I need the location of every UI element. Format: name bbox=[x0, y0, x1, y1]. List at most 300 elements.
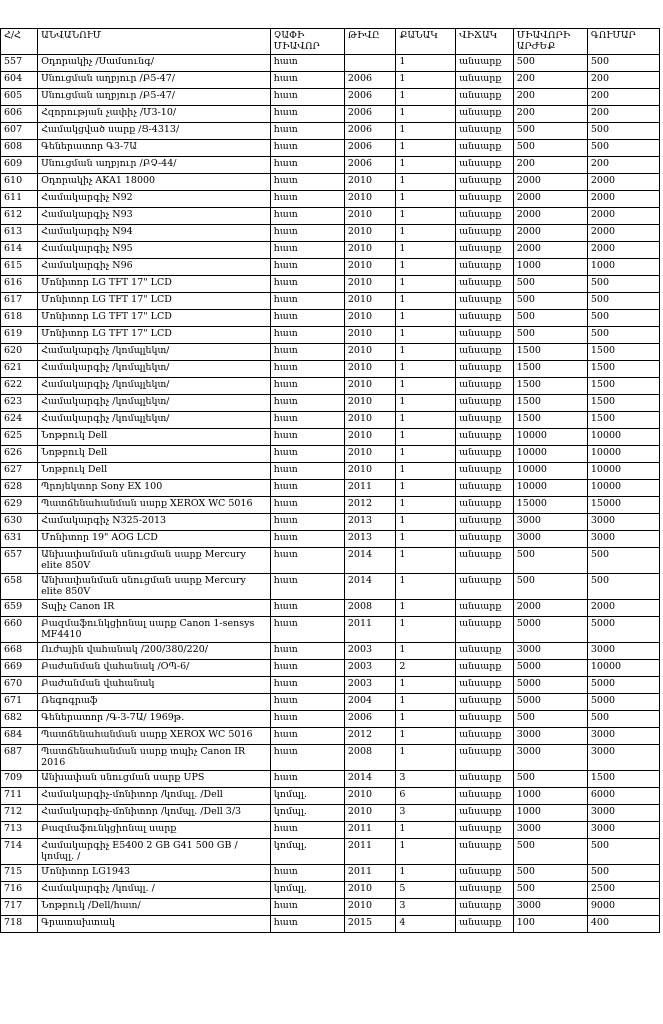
cell-unit: հատ bbox=[270, 865, 344, 882]
cell-name: Համակարգիչ N94 bbox=[38, 225, 271, 242]
cell-unit-price: 1500 bbox=[513, 378, 587, 395]
cell-unit: հատ bbox=[270, 276, 344, 293]
table-row bbox=[1, 412, 660, 429]
cell-condition: անսարք bbox=[456, 916, 514, 933]
cell-unit-price: 500 bbox=[513, 711, 587, 728]
cell-condition: անսարք bbox=[456, 531, 514, 548]
cell-unit-price: 5000 bbox=[513, 617, 587, 643]
cell-total: 2000 bbox=[587, 191, 659, 208]
cell-unit-price: 500 bbox=[513, 865, 587, 882]
cell-unit-price: 1000 bbox=[513, 259, 587, 276]
cell-name: Նոթբուկ Dell bbox=[38, 446, 271, 463]
table-row bbox=[1, 429, 660, 446]
cell-condition: անսարք bbox=[456, 259, 514, 276]
cell-unit: հատ bbox=[270, 574, 344, 600]
cell-unit-price: 10000 bbox=[513, 463, 587, 480]
cell-number: 613 bbox=[1, 225, 38, 242]
cell-year: 2010 bbox=[344, 225, 395, 242]
table-row bbox=[1, 276, 660, 293]
table-row bbox=[1, 106, 660, 123]
cell-unit: հատ bbox=[270, 242, 344, 259]
cell-year: 2010 bbox=[344, 293, 395, 310]
cell-unit-price: 500 bbox=[513, 574, 587, 600]
table-row bbox=[1, 916, 660, 933]
cell-total: 500 bbox=[587, 865, 659, 882]
cell-name: Համակարգիչ /կոմպլեկտ/ bbox=[38, 412, 271, 429]
cell-total: 3000 bbox=[587, 822, 659, 839]
table-row bbox=[1, 208, 660, 225]
cell-quantity: 1 bbox=[396, 514, 456, 531]
cell-unit-price: 3000 bbox=[513, 745, 587, 771]
cell-unit-price: 500 bbox=[513, 882, 587, 899]
cell-number: 626 bbox=[1, 446, 38, 463]
cell-unit: հատ bbox=[270, 293, 344, 310]
cell-unit: հատ bbox=[270, 55, 344, 72]
cell-number: 687 bbox=[1, 745, 38, 771]
cell-number: 716 bbox=[1, 882, 38, 899]
cell-unit-price: 500 bbox=[513, 123, 587, 140]
cell-unit-price: 1500 bbox=[513, 344, 587, 361]
cell-year: 2013 bbox=[344, 531, 395, 548]
cell-unit-price: 2000 bbox=[513, 174, 587, 191]
cell-unit: հատ bbox=[270, 617, 344, 643]
table-row bbox=[1, 677, 660, 694]
table-row bbox=[1, 174, 660, 191]
table-row bbox=[1, 600, 660, 617]
cell-total: 10000 bbox=[587, 446, 659, 463]
cell-year: 2011 bbox=[344, 822, 395, 839]
cell-unit-price: 500 bbox=[513, 276, 587, 293]
table-row bbox=[1, 55, 660, 72]
cell-unit-price: 3000 bbox=[513, 728, 587, 745]
cell-unit: հատ bbox=[270, 728, 344, 745]
cell-total: 500 bbox=[587, 711, 659, 728]
cell-name: Նոթբուկ Dell bbox=[38, 463, 271, 480]
cell-condition: անսարք bbox=[456, 242, 514, 259]
cell-unit: հատ bbox=[270, 531, 344, 548]
table-row bbox=[1, 293, 660, 310]
cell-unit-price: 3000 bbox=[513, 531, 587, 548]
cell-number: 712 bbox=[1, 805, 38, 822]
cell-total: 2000 bbox=[587, 600, 659, 617]
cell-quantity: 1 bbox=[396, 531, 456, 548]
table-row bbox=[1, 531, 660, 548]
cell-condition: անսարք bbox=[456, 446, 514, 463]
cell-condition: անսարք bbox=[456, 463, 514, 480]
cell-name: Պրոյեկտոր Sony EX 100 bbox=[38, 480, 271, 497]
cell-quantity: 1 bbox=[396, 310, 456, 327]
cell-year bbox=[344, 55, 395, 72]
cell-unit: հատ bbox=[270, 429, 344, 446]
cell-quantity: 3 bbox=[396, 805, 456, 822]
cell-year: 2010 bbox=[344, 174, 395, 191]
cell-year: 2008 bbox=[344, 600, 395, 617]
cell-total: 1500 bbox=[587, 395, 659, 412]
cell-year: 2011 bbox=[344, 839, 395, 865]
cell-unit-price: 1000 bbox=[513, 788, 587, 805]
cell-name: Համակարգիչ N93 bbox=[38, 208, 271, 225]
cell-condition: անսարք bbox=[456, 677, 514, 694]
table-row bbox=[1, 745, 660, 771]
cell-number: 612 bbox=[1, 208, 38, 225]
cell-unit: հատ bbox=[270, 600, 344, 617]
cell-quantity: 1 bbox=[396, 72, 456, 89]
cell-unit: կոմպլ. bbox=[270, 882, 344, 899]
cell-number: 627 bbox=[1, 463, 38, 480]
cell-number: 630 bbox=[1, 514, 38, 531]
cell-number: 660 bbox=[1, 617, 38, 643]
cell-name: Անխափանման սնուցման սարք Mercury elite 850V bbox=[38, 574, 271, 600]
cell-quantity: 3 bbox=[396, 899, 456, 916]
cell-name: Օդորակիչ AKA1 18000 bbox=[38, 174, 271, 191]
cell-unit: հատ bbox=[270, 677, 344, 694]
cell-name: Պատճենահանման սարք XEROX WC 5016 bbox=[38, 497, 271, 514]
cell-quantity: 1 bbox=[396, 745, 456, 771]
cell-quantity: 1 bbox=[396, 395, 456, 412]
cell-unit-price: 2000 bbox=[513, 208, 587, 225]
cell-total: 2000 bbox=[587, 174, 659, 191]
cell-unit-price: 500 bbox=[513, 548, 587, 574]
cell-unit-price: 3000 bbox=[513, 899, 587, 916]
cell-year: 2006 bbox=[344, 140, 395, 157]
cell-year: 2011 bbox=[344, 865, 395, 882]
cell-quantity: 1 bbox=[396, 497, 456, 514]
cell-number: 609 bbox=[1, 157, 38, 174]
cell-number: 657 bbox=[1, 548, 38, 574]
cell-year: 2010 bbox=[344, 310, 395, 327]
cell-number: 604 bbox=[1, 72, 38, 89]
cell-name: Մոնիտոր LG TFT 17" LCD bbox=[38, 310, 271, 327]
cell-quantity: 1 bbox=[396, 412, 456, 429]
cell-quantity: 1 bbox=[396, 344, 456, 361]
cell-quantity: 1 bbox=[396, 865, 456, 882]
cell-quantity: 2 bbox=[396, 660, 456, 677]
cell-unit-price: 10000 bbox=[513, 446, 587, 463]
cell-total: 2000 bbox=[587, 208, 659, 225]
cell-name: Համակարգիչ /կոմպլեկտ/ bbox=[38, 344, 271, 361]
table-row bbox=[1, 378, 660, 395]
cell-quantity: 1 bbox=[396, 225, 456, 242]
cell-year: 2006 bbox=[344, 711, 395, 728]
table-row bbox=[1, 344, 660, 361]
cell-unit: հատ bbox=[270, 514, 344, 531]
cell-total: 500 bbox=[587, 276, 659, 293]
cell-unit-price: 2000 bbox=[513, 242, 587, 259]
cell-year: 2011 bbox=[344, 617, 395, 643]
cell-name: Համակարգիչ E5400 2 GB G41 500 GB /կոմպլ. / bbox=[38, 839, 271, 865]
cell-condition: անսարք bbox=[456, 191, 514, 208]
cell-total: 200 bbox=[587, 106, 659, 123]
cell-unit: հատ bbox=[270, 480, 344, 497]
cell-quantity: 1 bbox=[396, 728, 456, 745]
cell-quantity: 1 bbox=[396, 480, 456, 497]
cell-condition: անսարք bbox=[456, 344, 514, 361]
cell-condition: անսարք bbox=[456, 839, 514, 865]
table-row bbox=[1, 694, 660, 711]
cell-number: 713 bbox=[1, 822, 38, 839]
cell-name: Պատճենահանման սարք XEROX WC 5016 bbox=[38, 728, 271, 745]
cell-unit-price: 200 bbox=[513, 106, 587, 123]
cell-number: 623 bbox=[1, 395, 38, 412]
cell-total: 500 bbox=[587, 310, 659, 327]
cell-total: 1500 bbox=[587, 378, 659, 395]
cell-unit: հատ bbox=[270, 771, 344, 788]
cell-quantity: 1 bbox=[396, 617, 456, 643]
cell-year: 2013 bbox=[344, 514, 395, 531]
cell-number: 621 bbox=[1, 361, 38, 378]
cell-year: 2010 bbox=[344, 899, 395, 916]
cell-name: Համակցված սարք /Ց-4313/ bbox=[38, 123, 271, 140]
cell-total: 3000 bbox=[587, 745, 659, 771]
cell-unit: հատ bbox=[270, 745, 344, 771]
cell-year: 2012 bbox=[344, 497, 395, 514]
cell-total: 500 bbox=[587, 140, 659, 157]
cell-year: 2003 bbox=[344, 643, 395, 660]
cell-unit: հատ bbox=[270, 208, 344, 225]
cell-year: 2010 bbox=[344, 395, 395, 412]
cell-unit: հատ bbox=[270, 463, 344, 480]
cell-unit: հատ bbox=[270, 446, 344, 463]
table-row bbox=[1, 882, 660, 899]
cell-condition: անսարք bbox=[456, 293, 514, 310]
cell-condition: անսարք bbox=[456, 728, 514, 745]
cell-number: 715 bbox=[1, 865, 38, 882]
cell-unit-price: 1500 bbox=[513, 361, 587, 378]
cell-condition: անսարք bbox=[456, 600, 514, 617]
cell-unit: հատ bbox=[270, 361, 344, 378]
cell-quantity: 1 bbox=[396, 378, 456, 395]
cell-total: 2500 bbox=[587, 882, 659, 899]
cell-number: 714 bbox=[1, 839, 38, 865]
cell-total: 5000 bbox=[587, 617, 659, 643]
cell-year: 2006 bbox=[344, 89, 395, 106]
cell-total: 6000 bbox=[587, 788, 659, 805]
cell-unit: հատ bbox=[270, 259, 344, 276]
cell-name: Համակարգիչ /կոմպլ. / bbox=[38, 882, 271, 899]
cell-year: 2003 bbox=[344, 660, 395, 677]
cell-number: 622 bbox=[1, 378, 38, 395]
table-row bbox=[1, 140, 660, 157]
cell-condition: անսարք bbox=[456, 378, 514, 395]
header-year: ԹԻՎԸ bbox=[344, 29, 395, 55]
cell-quantity: 5 bbox=[396, 882, 456, 899]
cell-unit: հատ bbox=[270, 106, 344, 123]
cell-unit-price: 5000 bbox=[513, 677, 587, 694]
table-row bbox=[1, 548, 660, 574]
cell-number: 606 bbox=[1, 106, 38, 123]
table-row bbox=[1, 788, 660, 805]
cell-name: Պատճենահանման սարք տպիչ Canon IR 2016 bbox=[38, 745, 271, 771]
cell-unit: հատ bbox=[270, 694, 344, 711]
cell-name: Մոնիտոր LG TFT 17" LCD bbox=[38, 293, 271, 310]
cell-total: 15000 bbox=[587, 497, 659, 514]
cell-year: 2006 bbox=[344, 123, 395, 140]
cell-quantity: 1 bbox=[396, 55, 456, 72]
cell-total: 200 bbox=[587, 89, 659, 106]
cell-unit: կոմպլ. bbox=[270, 805, 344, 822]
cell-number: 717 bbox=[1, 899, 38, 916]
cell-name: Համակարգիչ N92 bbox=[38, 191, 271, 208]
table-row bbox=[1, 711, 660, 728]
cell-condition: անսարք bbox=[456, 694, 514, 711]
cell-number: 625 bbox=[1, 429, 38, 446]
cell-unit: հատ bbox=[270, 123, 344, 140]
header-number: Հ/Հ bbox=[1, 29, 38, 55]
cell-total: 200 bbox=[587, 157, 659, 174]
table-row bbox=[1, 72, 660, 89]
cell-condition: անսարք bbox=[456, 123, 514, 140]
cell-year: 2010 bbox=[344, 378, 395, 395]
cell-quantity: 1 bbox=[396, 293, 456, 310]
cell-quantity: 1 bbox=[396, 548, 456, 574]
cell-unit-price: 500 bbox=[513, 771, 587, 788]
cell-name: Համակարգիչ-մոնիտոր /կոմպլ. /Dell 3/3 bbox=[38, 805, 271, 822]
cell-quantity: 1 bbox=[396, 242, 456, 259]
cell-name: Նոթբուկ Dell bbox=[38, 429, 271, 446]
cell-condition: անսարք bbox=[456, 771, 514, 788]
cell-year: 2011 bbox=[344, 480, 395, 497]
cell-condition: անսարք bbox=[456, 574, 514, 600]
cell-unit: կոմպլ. bbox=[270, 839, 344, 865]
cell-total: 9000 bbox=[587, 899, 659, 916]
cell-number: 628 bbox=[1, 480, 38, 497]
cell-year: 2010 bbox=[344, 788, 395, 805]
cell-year: 2010 bbox=[344, 361, 395, 378]
cell-name: Գրատախտակ bbox=[38, 916, 271, 933]
cell-number: 616 bbox=[1, 276, 38, 293]
table-row bbox=[1, 805, 660, 822]
cell-year: 2010 bbox=[344, 259, 395, 276]
table-row bbox=[1, 728, 660, 745]
cell-total: 500 bbox=[587, 55, 659, 72]
cell-condition: անսարք bbox=[456, 548, 514, 574]
cell-year: 2012 bbox=[344, 728, 395, 745]
table-row bbox=[1, 123, 660, 140]
table-row bbox=[1, 157, 660, 174]
cell-unit: հատ bbox=[270, 89, 344, 106]
cell-year: 2010 bbox=[344, 191, 395, 208]
cell-unit-price: 3000 bbox=[513, 514, 587, 531]
header-condition: ՎԻՃԱԿ bbox=[456, 29, 514, 55]
cell-name: Բաժանման վահանակ bbox=[38, 677, 271, 694]
cell-total: 2000 bbox=[587, 242, 659, 259]
cell-year: 2004 bbox=[344, 694, 395, 711]
cell-name: Համակարգիչ N95 bbox=[38, 242, 271, 259]
cell-number: 671 bbox=[1, 694, 38, 711]
cell-total: 3000 bbox=[587, 805, 659, 822]
cell-total: 1500 bbox=[587, 344, 659, 361]
cell-number: 718 bbox=[1, 916, 38, 933]
cell-year: 2006 bbox=[344, 72, 395, 89]
cell-name: Գեներատոր Գ3-7Ա bbox=[38, 140, 271, 157]
cell-unit-price: 3000 bbox=[513, 643, 587, 660]
cell-year: 2010 bbox=[344, 446, 395, 463]
cell-number: 618 bbox=[1, 310, 38, 327]
cell-total: 10000 bbox=[587, 463, 659, 480]
cell-total: 1500 bbox=[587, 412, 659, 429]
cell-unit: հատ bbox=[270, 412, 344, 429]
table-row bbox=[1, 361, 660, 378]
cell-quantity: 1 bbox=[396, 174, 456, 191]
cell-total: 500 bbox=[587, 574, 659, 600]
cell-total: 10000 bbox=[587, 660, 659, 677]
cell-condition: անսարք bbox=[456, 106, 514, 123]
cell-condition: անսարք bbox=[456, 643, 514, 660]
cell-quantity: 1 bbox=[396, 157, 456, 174]
cell-unit: հատ bbox=[270, 711, 344, 728]
table-row bbox=[1, 463, 660, 480]
cell-name: Համակարգիչ /կոմպլեկտ/ bbox=[38, 378, 271, 395]
cell-unit-price: 1000 bbox=[513, 805, 587, 822]
cell-unit: հատ bbox=[270, 140, 344, 157]
cell-quantity: 1 bbox=[396, 429, 456, 446]
table-row bbox=[1, 617, 660, 643]
table-row bbox=[1, 839, 660, 865]
cell-condition: անսարք bbox=[456, 865, 514, 882]
cell-name: Նոթբուկ /Dell/հատ/ bbox=[38, 899, 271, 916]
cell-total: 500 bbox=[587, 839, 659, 865]
cell-year: 2010 bbox=[344, 344, 395, 361]
cell-name: Հզորության չափիչ /Մ3-10/ bbox=[38, 106, 271, 123]
cell-unit-price: 500 bbox=[513, 55, 587, 72]
cell-unit: հատ bbox=[270, 548, 344, 574]
cell-condition: անսարք bbox=[456, 174, 514, 191]
cell-unit: հատ bbox=[270, 822, 344, 839]
cell-total: 5000 bbox=[587, 677, 659, 694]
cell-name: Սնուցման աղբյուր /ԲՉ-44/ bbox=[38, 157, 271, 174]
cell-quantity: 1 bbox=[396, 677, 456, 694]
cell-name: Սնուցման աղբյուր /Բ5-47/ bbox=[38, 72, 271, 89]
cell-number: 629 bbox=[1, 497, 38, 514]
cell-number: 557 bbox=[1, 55, 38, 72]
cell-unit-price: 200 bbox=[513, 157, 587, 174]
cell-number: 631 bbox=[1, 531, 38, 548]
cell-condition: անսարք bbox=[456, 276, 514, 293]
table-row bbox=[1, 327, 660, 344]
cell-year: 2010 bbox=[344, 463, 395, 480]
cell-quantity: 1 bbox=[396, 208, 456, 225]
cell-name: Գեներատոր /Գ-3-7Ա/ 1969թ. bbox=[38, 711, 271, 728]
cell-year: 2006 bbox=[344, 157, 395, 174]
cell-year: 2014 bbox=[344, 771, 395, 788]
cell-name: Համակարգիչ /կոմպլեկտ/ bbox=[38, 361, 271, 378]
cell-total: 3000 bbox=[587, 531, 659, 548]
cell-condition: անսարք bbox=[456, 361, 514, 378]
cell-name: Մոնիտոր 19" AOG LCD bbox=[38, 531, 271, 548]
cell-unit: հատ bbox=[270, 395, 344, 412]
cell-unit: հատ bbox=[270, 899, 344, 916]
cell-quantity: 4 bbox=[396, 916, 456, 933]
cell-unit-price: 500 bbox=[513, 327, 587, 344]
cell-total: 1500 bbox=[587, 771, 659, 788]
cell-quantity: 6 bbox=[396, 788, 456, 805]
cell-quantity: 1 bbox=[396, 600, 456, 617]
cell-number: 620 bbox=[1, 344, 38, 361]
cell-name: Մոնիտոր LG TFT 17" LCD bbox=[38, 276, 271, 293]
cell-total: 500 bbox=[587, 123, 659, 140]
cell-number: 614 bbox=[1, 242, 38, 259]
table-row bbox=[1, 89, 660, 106]
cell-number: 659 bbox=[1, 600, 38, 617]
cell-total: 1000 bbox=[587, 259, 659, 276]
cell-number: 608 bbox=[1, 140, 38, 157]
cell-year: 2010 bbox=[344, 276, 395, 293]
cell-quantity: 3 bbox=[396, 771, 456, 788]
cell-condition: անսարք bbox=[456, 480, 514, 497]
cell-total: 2000 bbox=[587, 225, 659, 242]
cell-name: Անխափան սնուցման սարք UPS bbox=[38, 771, 271, 788]
cell-unit: հատ bbox=[270, 157, 344, 174]
